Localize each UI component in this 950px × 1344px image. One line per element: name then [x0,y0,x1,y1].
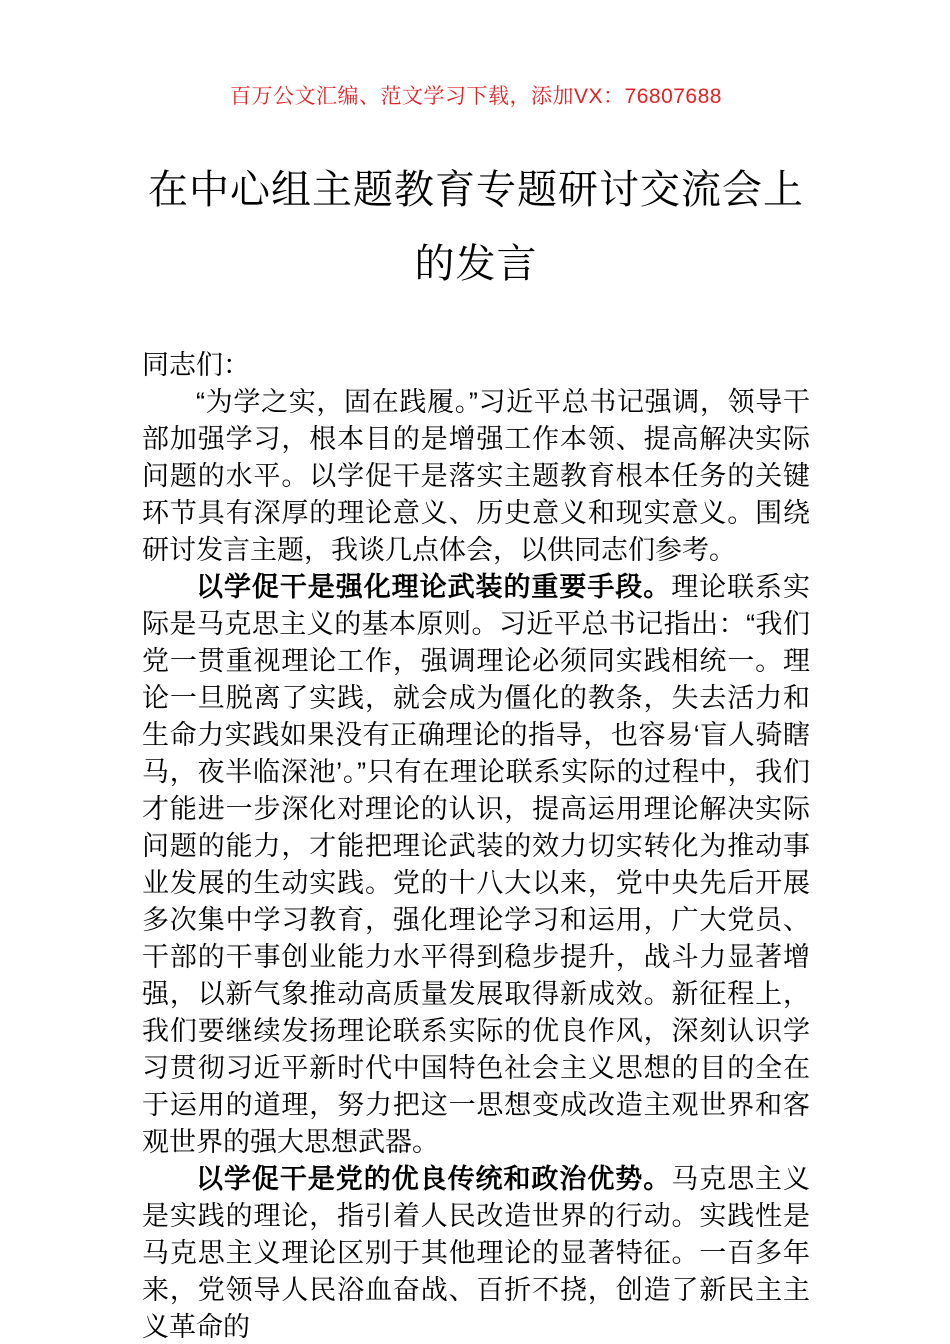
paragraph-tradition [142,1161,810,1344]
paragraph-tradition-lead: 以学促干是党的优良传统和政治优势。 [196,1164,672,1194]
page-title: 在中心组主题教育专题研讨交流会上的发言 [148,168,804,286]
paragraph-tradition-text: 马克思主义是实践的理论，指引着人民改造世界的行动。实践性是马克思主义理论区别于其他理论的显著特征。一百多年来，党领导人民浴血奋战、百折不挠，创造了新民主主义革命的 [142,1164,811,1342]
header-notice: 百万公文汇编、范文学习下载，添加VX：76807688 [230,85,722,108]
document-body [142,347,810,1344]
paragraph-theory [142,569,810,1161]
paragraph-theory-lead: 以学促干是强化理论武装的重要手段。 [196,572,672,602]
paragraph-theory-text: 理论联系实际是马克思主义的基本原则。习近平总书记指出：“我们党一贯重视理论工作，强调理论必须同实践相统一。理论一旦脱离了实践，就会成为僵化的教条，失去活力和生命力实践如果没有正确理论的指导，也容易‘盲人骑瞎马，夜半临深池’。”只有在理论联系实际的过程中，我们才能进一步深化对理论的认识，提高运用理论解决实际问题的能力，才能把理论武装的效力切实转化为推动事业发展的生动实践。党的十八大以来，党中央先后开展多次集中学习教育，强化理论学习和运用，广大党员、干部的干事创业能力水平得到稳步提升，战斗力显著增强，以新气象推动高质量发展取得新成效。新征程上，我们要继续发扬理论联系实际的优良作风，深刻认识学习贯彻习近平新时代中国特色社会主义思想的目的全在于运用的道理，努力把这一思想变成改造主观世界和客观世界的强大思想武器。 [142,572,811,1157]
paragraph-intro [142,384,810,569]
salutation: 同志们： [142,350,250,380]
paragraph-intro-text: “为学之实，固在践履。”习近平总书记强调，领导干部加强学习，根本目的是增强工作本领、提高解决实际问题的水平。以学促干是落实主题教育根本任务的关键环节具有深厚的理论意义、历史意义和现实意义。围绕研讨发言主题，我谈几点体会，以供同志们参考。 [142,387,810,565]
